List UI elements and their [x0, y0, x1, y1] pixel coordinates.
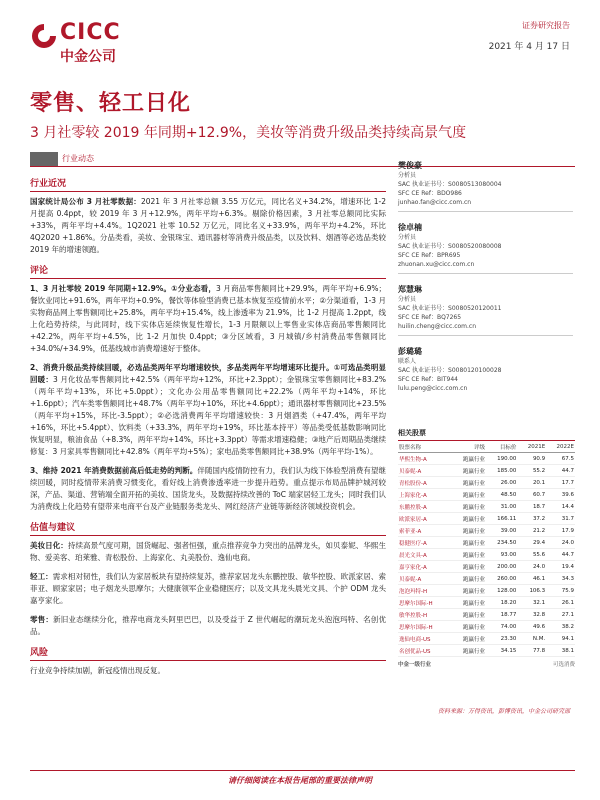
table-cell: 44.7	[546, 549, 575, 561]
table-cell: 20.1	[517, 477, 546, 489]
column-header: 2022E	[546, 441, 575, 453]
table-row	[398, 501, 575, 513]
table-cell: 17.7	[546, 477, 575, 489]
table-cell: 跑赢行业	[451, 489, 486, 501]
column-header: 2021E	[517, 441, 546, 453]
table-cell: 94.1	[546, 633, 575, 645]
analyst-card	[398, 284, 573, 336]
table-cell: 跑赢行业	[451, 537, 486, 549]
stock-name-cell: 泡泡玛特-H	[398, 585, 451, 597]
advice-lead-1: 美妆日化：	[30, 541, 68, 550]
table-cell: 38.2	[546, 621, 575, 633]
stock-name-cell: 东鹏控股-A	[398, 501, 451, 513]
table-cell: 18.77	[486, 609, 517, 621]
table-source	[398, 660, 575, 668]
analyst-list	[398, 160, 573, 403]
table-cell: 37.2	[517, 513, 546, 525]
analyst-email[interactable]: lulu.peng@cicc.com.cn	[398, 385, 468, 392]
table-cell: 67.5	[546, 453, 575, 465]
analyst-sfc: SFC CE Ref：BDO986	[398, 190, 462, 197]
stock-name-cell: 贝泰妮-A	[398, 465, 451, 477]
table-row	[398, 561, 575, 573]
source-note: 资料来源：万得资讯，彭博资讯，中金公司研究部	[437, 708, 570, 715]
table-cell: 跑赢行业	[451, 525, 486, 537]
analyst-role: 联系人	[398, 358, 417, 365]
stock-name-cell: 上海家化-A	[398, 489, 451, 501]
analyst-sfc: SFC CE Ref：BIT944	[398, 376, 458, 383]
comment-text-2: 3 月化妆品零售额同比+42.5%（两年平均+12%，环比+2.3ppt）；金银珠宝零售额同比+83.2%（两年平均+13%，环比+5.0ppt）；文化办公用品零售额同比+22.2%（两年平均+14%，环比+1.6ppt）；汽车类零售额同比+48.7%（两年平均+10%，环比+4.6ppt）；通讯器材零售额同比+23.5%（两年平均+15%，环比-3.5ppt）；②必选消费两年平均增速较快：3 月烟酒类（+47.4%，两年平均+16%，环比+5.4ppt）、饮料类（+33.3%，两年平均+19%，环比基本持平）等品类受低基数影响同比恢复明显，粮油食品（+8.3%，两年平均+14%，环比+3.3ppt）等需求增速稳健；③地产后周期品类继续修复：3 月家具零售额同比+42.8%（两年平均+5%）；家电品类零售额同比+38.9%（两年平均-1%）。	[30, 375, 386, 456]
page-title: 零售、轻工日化	[30, 91, 192, 116]
table-row	[398, 609, 575, 621]
overview-paragraph	[30, 196, 386, 256]
table-cell: 26.00	[486, 477, 517, 489]
stock-name-cell: 索菲亚-A	[398, 525, 451, 537]
table-row	[398, 573, 575, 585]
analyst-sac: SAC 执业证书号：S0080520120011	[398, 305, 502, 312]
table-cell: 166.11	[486, 513, 517, 525]
analyst-email[interactable]: zhuonan.xu@cicc.com.cn	[398, 261, 475, 268]
table-row	[398, 489, 575, 501]
table-cell: 74.00	[486, 621, 517, 633]
table-cell: 跑赢行业	[451, 453, 486, 465]
category-label: 行业动态	[62, 154, 94, 163]
stock-name-cell: 嘉亨家化-A	[398, 561, 451, 573]
section-title-overview: 行业近况	[30, 176, 386, 192]
header-right	[489, 20, 570, 52]
table-cell: 234.50	[486, 537, 517, 549]
analyst-card	[398, 222, 573, 274]
analyst-card	[398, 346, 573, 393]
comment-paragraph-3	[30, 465, 386, 513]
column-header: 评级	[451, 441, 486, 453]
legal-disclaimer[interactable]: 请仔细阅读在本报告尾部的重要法律声明	[228, 776, 372, 785]
stock-name-cell: 思摩尔国际-H	[398, 621, 451, 633]
table-cell: 49.6	[517, 621, 546, 633]
advice-paragraph-2	[30, 571, 386, 607]
analyst-role: 分析员	[398, 172, 417, 179]
table-cell: 跑赢行业	[451, 561, 486, 573]
stock-name-cell: 敏华控股-H	[398, 609, 451, 621]
table-cell: 跑赢行业	[451, 633, 486, 645]
cicc-logo	[30, 16, 150, 64]
table-cell: 77.8	[517, 645, 546, 657]
table-row	[398, 621, 575, 633]
table-row	[398, 549, 575, 561]
table-cell: 93.00	[486, 549, 517, 561]
table-cell: 48.50	[486, 489, 517, 501]
table-cell: 跑赢行业	[451, 513, 486, 525]
table-cell: 190.00	[486, 453, 517, 465]
table-cell: 31.7	[546, 513, 575, 525]
comment-lead-2: 2、消费升级品类持续回暖，必选品类两年平均增速较快，多品类两年平均增速环比提升。①可选品类明显回暖：	[30, 363, 386, 384]
stock-name-cell: 思摩尔国际-H	[398, 597, 451, 609]
advice-lead-2: 轻工：	[30, 572, 53, 581]
table-cell: 跑赢行业	[451, 609, 486, 621]
table-cell: 24.0	[546, 537, 575, 549]
table-cell: 21.2	[517, 525, 546, 537]
advice-text-1: 持续高景气度可期，国货崛起、强者恒强，重点推荐竞争力突出的品牌龙头，如贝泰妮、华熙生物、爱美客、珀莱雅、青松股份、上海家化、丸美股份、逸仙电商。	[30, 541, 387, 562]
stock-name-cell: 名创优品-US	[398, 645, 451, 657]
table-cell: 34.15	[486, 645, 517, 657]
table-cell: 260.00	[486, 573, 517, 585]
table-cell: 18.20	[486, 597, 517, 609]
analyst-sac: SAC 执业证书号：S0080520080008	[398, 243, 502, 250]
table-cell: 55.6	[517, 549, 546, 561]
table-cell: 跑赢行业	[451, 477, 486, 489]
table-cell: 44.7	[546, 465, 575, 477]
report-tag: 证券研究报告	[522, 21, 570, 30]
table-cell: 17.9	[546, 525, 575, 537]
analyst-name: 郑慧琳	[398, 285, 422, 294]
table-cell: 31.00	[486, 501, 517, 513]
advice-text-2: 需求相对韧性，我们认为家居板块有望持续复苏，推荐家居龙头东鹏控股、敏华控股、欧派家居、索菲亚、顾家家居；电子烟龙头思摩尔；大健康领军企业稳健医疗；以及文具龙头晨光文具、个护 ODM 龙头嘉亨家化。	[30, 572, 387, 605]
table-cell: 55.2	[517, 465, 546, 477]
table-cell: 75.9	[546, 585, 575, 597]
table-cell: 39.6	[546, 489, 575, 501]
table-cell: 38.1	[546, 645, 575, 657]
stock-name-cell: 华熙生物-A	[398, 453, 451, 465]
table-row	[398, 597, 575, 609]
table-cell: 跑赢行业	[451, 465, 486, 477]
section-title-advice: 估值与建议	[30, 520, 386, 536]
divider	[30, 770, 575, 771]
column-header: 股票名称	[398, 441, 451, 453]
table-cell: 128.00	[486, 585, 517, 597]
table-row	[398, 477, 575, 489]
section-title-risk: 风险	[30, 645, 386, 661]
analyst-sac: SAC 执业证书号：S0080513080004	[398, 181, 502, 188]
analyst-card	[398, 160, 573, 212]
risk-paragraph: 行业竞争持续加剧，新冠疫情出现反复。	[30, 666, 165, 675]
analyst-sfc: SFC CE Ref：BQ7265	[398, 314, 462, 321]
stock-table	[398, 441, 575, 657]
table-cell: 18.7	[517, 501, 546, 513]
analyst-name: 徐卓楠	[398, 223, 422, 232]
table-row	[398, 633, 575, 645]
table-header-row	[398, 441, 575, 453]
advice-paragraph-1	[30, 540, 386, 564]
divider	[398, 335, 573, 336]
table-row	[398, 453, 575, 465]
analyst-name: 彭璐璐	[398, 347, 422, 356]
table-cell: 19.4	[546, 561, 575, 573]
logo-text-cn: 中金公司	[60, 49, 116, 65]
divider	[398, 273, 573, 274]
comment-paragraph-2	[30, 362, 386, 458]
table-row	[398, 513, 575, 525]
table-cell: 46.1	[517, 573, 546, 585]
table-cell: 39.00	[486, 525, 517, 537]
divider	[398, 211, 573, 212]
table-row	[398, 537, 575, 549]
section-title-comment: 评论	[30, 263, 386, 279]
main-content	[30, 176, 386, 684]
analyst-email[interactable]: huilin.cheng@cicc.com.cn	[398, 323, 477, 330]
comment-text-1: 3 月商品零售额同比+29.9%，两年平均+6.9%；餐饮业同比+91.6%，两年平均+0.9%，餐饮等体验型消费已基本恢复至疫情前水平；②分渠道看，1-3 月实物商品网上零售额同比+25.8%，两年平均+15.4%，线上渗透率为 21.9%，比 1-2 月提高 1.2ppt，线上化趋势持续，与此同时，线下实体店延续恢复性增长，1-3 月限额以上零售业实体店商品零售额同比+42.2%，两年平均+4.5%，比 1-2 月加快 0.4ppt；③分区域看，3 月城镇/乡村消费品零售额同比+34.0%/+34.9%，低基线城市消费增速好于整体。	[30, 284, 386, 353]
stock-name-cell: 晨光文具-A	[398, 549, 451, 561]
table-cell: 106.3	[517, 585, 546, 597]
table-row	[398, 645, 575, 657]
analyst-email[interactable]: junhao.fan@cicc.com.cn	[398, 199, 472, 206]
table-row	[398, 465, 575, 477]
overview-lead: 国家统计局公布 3 月社零数据：	[30, 197, 141, 206]
stock-name-cell: 逸仙电商-US	[398, 633, 451, 645]
advice-lead-3: 零售：	[30, 615, 54, 624]
analyst-name: 樊俊豪	[398, 161, 422, 170]
table-cell: 23.30	[486, 633, 517, 645]
overview-text: 2021 年 3 月社零总额 3.55 万亿元，同比名义+34.2%，增速环比 1-2 月提高 0.4ppt，较 2019 年 3 月+12.9%，两年平均+6.3%。剔除价格因素，3 月社零总额同比实际+33%，两年平均+4.4%。1Q2021 社零 10.52 万亿元，同比名义+33.9%，两年平均+4.2%，环比 4Q2020 +1.86%。分品类看，美妆、金银珠宝、通讯器材等消费升级品类，以及饮料、烟酒等必选品类较 2019 年的增速领跑。	[30, 197, 386, 254]
analyst-sfc: SFC CE Ref：BPR695	[398, 252, 461, 259]
table-row	[398, 585, 575, 597]
table-cell: 34.3	[546, 573, 575, 585]
table-cell: 32.1	[517, 597, 546, 609]
stock-name-cell: 欧派家居-A	[398, 513, 451, 525]
advice-paragraph-3	[30, 614, 386, 638]
table-cell: 14.4	[546, 501, 575, 513]
logo-text-en: CICC	[60, 20, 121, 45]
table-cell: 跑赢行业	[451, 645, 486, 657]
comment-paragraph-1	[30, 283, 386, 355]
comment-lead-1: 1、3 月社零较 2019 年同期+12.9%。①分业态看，	[30, 284, 216, 293]
table-cell: 200.00	[486, 561, 517, 573]
table-cell: 26.1	[546, 597, 575, 609]
analyst-role: 分析员	[398, 234, 417, 241]
table-cell: 29.4	[517, 537, 546, 549]
comment-lead-3: 3、维持 2021 年消费数据前高后低走势的判断。	[30, 466, 198, 475]
table-cell: 27.1	[546, 609, 575, 621]
stock-name-cell: 青松股份-A	[398, 477, 451, 489]
table-cell: 32.8	[517, 609, 546, 621]
table-cell: 跑赢行业	[451, 573, 486, 585]
table-row	[398, 525, 575, 537]
cicc-logo-icon	[30, 22, 58, 50]
report-date: 2021 年 4 月 17 日	[488, 42, 570, 52]
table-cell: 跑赢行业	[451, 585, 486, 597]
comment-text-3: 伴随国内疫情防控有力，我们认为线下体验型消费有望继续回暖，同时疫情带来消费习惯变化，看好线上消费渗透率进一步提升趋势。重点提示布局品牌护城河较深，产品、渠道、营销端全面开拓的美妆、国货龙头，及数据持续改善的 ToC 端家居轻工龙头；同时我们认为消费线上化趋势有望带来电商平台及产业链服务类龙头、网红经济产业链等新经济领域投资机会。	[30, 466, 386, 511]
table-cell: 跑赢行业	[451, 621, 486, 633]
table-cell: 185.00	[486, 465, 517, 477]
table-source-left: 中金一级行业	[398, 662, 432, 668]
page-subtitle: 3 月社零较 2019 年同期+12.9%，美妆等消费升级品类持续高景气度	[30, 125, 467, 141]
table-cell: 跑赢行业	[451, 501, 486, 513]
category-marker	[30, 152, 58, 166]
table-cell: 24.0	[517, 561, 546, 573]
analyst-sac: SAC 执业证书号：S0080120100028	[398, 367, 502, 374]
table-cell: N.M.	[517, 633, 546, 645]
stock-table-panel	[398, 426, 575, 668]
table-cell: 跑赢行业	[451, 597, 486, 609]
table-body	[398, 453, 575, 657]
stock-name-cell: 贝泰妮-A	[398, 573, 451, 585]
table-cell: 90.9	[517, 453, 546, 465]
table-cell: 60.7	[517, 489, 546, 501]
table-title: 相关股票	[398, 426, 575, 441]
analyst-role: 分析员	[398, 296, 417, 303]
advice-text-3: 新旧业态继续分化，推荐电商龙头阿里巴巴，以及受益于 Z 世代崛起的潮玩龙头泡泡玛特、名创优品。	[30, 615, 386, 636]
stock-name-cell: 稳健医疗-A	[398, 537, 451, 549]
table-cell: 跑赢行业	[451, 549, 486, 561]
column-header: 目标价	[486, 441, 517, 453]
table-source-right: 可选消费	[552, 662, 575, 668]
